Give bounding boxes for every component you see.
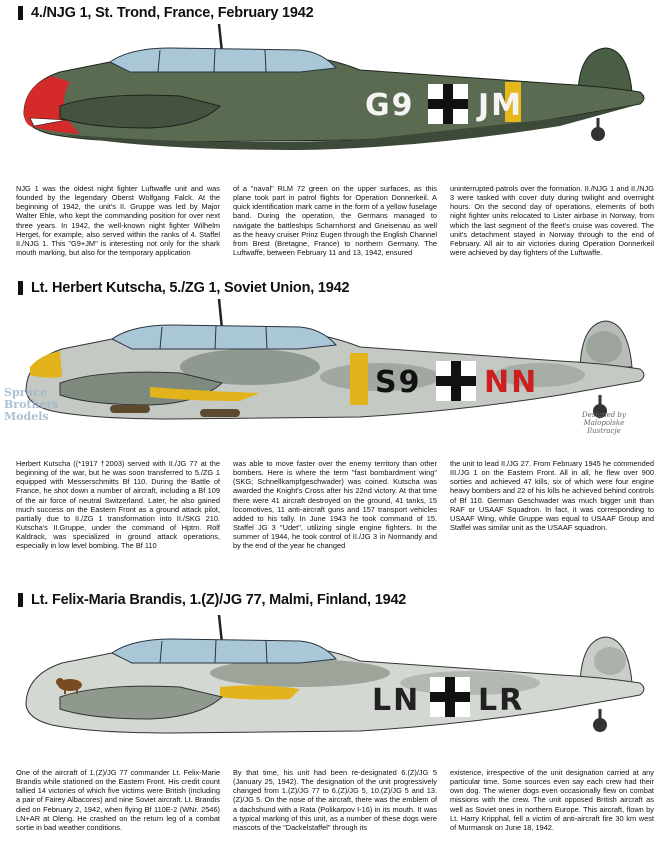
text-column: existence, irrespective of the unit designation carried at any particular time. Some sources even say each crew had their own dog. The wiener dogs even occasionally flew on combat missions with the crew. The unit opposed British aircraft as well as Soviet ones in northern Europe. This aircraft, flown by Lt. Harry Kripphal, fell a victim of anti-aircraft fire 30 km west of Murmansk on June 18, 1942. (450, 768, 654, 832)
publisher-watermark (4, 387, 59, 423)
title-marker-icon (18, 6, 23, 20)
text-column: Herbert Kutscha ((*1917 †2003) served with II./JG 77 at the beginning of the war, but he was soon transferred to 5./ZG 1 equipped with Messerschmitts Bf 110. During the Battle of France, he shot down a number of aircraft, including a Bf 109 of the air force of neutral Switzerland. Later, he also gained much success on the Eastern Front as a ground attack pilot, partially due to II./ZG 1 transformation into II./SKG 210. Kutscha's II.Gruppe, under the command of Hptm. Rolf Kaldrack, was specialized in ground attack operations, especially in low level bombing. The Bf 110 (16, 459, 220, 551)
text-column: of a "naval" RLM 72 green on the upper surfaces, as this plane took part in patrol flights for Operation Donnerkeil. A quick identification mark came in the form of a yellow fuselage band. During the operation, the Germans managed to navigate the battleships Scharnhorst and Gneisenau as well as the heavy cruiser Prinz Eugen through the English Channel from Brest (Bretagne, France) to northern Germany. The Luftwaffe, between February 11 and 13, 1942, ensured (233, 184, 437, 258)
balkenkreuz-icon (430, 677, 470, 717)
watermark-line: Brothers (4, 398, 59, 411)
section-title (18, 592, 406, 608)
text-column: One of the aircraft of 1.(Z)/JG 77 commander Lt. Felix-Marie Brandis while stationed on the Eastern Front. His credit count tallied 14 victories of which five victims were British (including a pair of Fairey Albacores) and nine Soviet aircraft. Lt. Brandis died on February 2, 1942, when flying Bf 110E-2 (WNr. 2546) LN+AR at Oleng. He crashed on the return leg of a combat sortie in bad weather conditions. (16, 768, 220, 832)
fuselage-code-left: G9 (365, 88, 415, 123)
section-title-text: Lt. Felix-Maria Brandis, 1.(Z)/JG 77, Malmi, Finland, 1942 (31, 592, 407, 608)
signature-line: Ilustracje (587, 427, 621, 435)
fuselage-code-left: S9 (375, 365, 422, 400)
text-column: the unit to lead II./JG 27. From February 1945 he commended III./JG 1 on the Eastern Front. All in all, he flew over 900 sorties and achieved 47 kills, six of which were four engine heavy bombers and 22 of his kills he achieved behind controls of Bf 110. German Geschwader was much bigger unit than RAF or USAAF Squadron. In fact, it was corresponding to USAAF Wing, while Gruppe was equal to USAAF Group and Staffel was similar unit as the USAAF squadron. (450, 459, 654, 533)
section-title-text: Lt. Herbert Kutscha, 5./ZG 1, Soviet Union, 1942 (31, 280, 350, 296)
section-title-text: 4./NJG 1, St. Trond, France, February 1942 (31, 5, 314, 21)
text-column: was able to move faster over the enemy territory than other bombers. Here is where the term "fast bombardment wing" (SKG; Schnellkampfgeschwader) was coined. Kutscha was awarded the Knight's Cross after his 22nd victory. At that time there were 41 aircraft destroyed on the ground, 41 tanks, 15 locomotives, 11 anti-aircraft guns and 157 transport vehicles added to his tally. In June 1943 he took command of 15. Staffel JG 3 "Udet", utilizing single engine fighters. In the summer of 1944, he took control of II./JG 3 in Normandy and by the end of the year he changed (233, 459, 437, 551)
balkenkreuz-icon (436, 361, 476, 401)
fuselage-code-left: LN (372, 683, 421, 718)
fuselage-code-right: NN (484, 365, 539, 400)
signature-line: Malopolske (583, 419, 625, 427)
text-columns (16, 768, 654, 832)
balkenkreuz-icon (428, 84, 468, 124)
aircraft-profile-s9-nn (0, 297, 669, 457)
title-marker-icon (18, 593, 23, 607)
signature-line: Designed by (582, 411, 626, 419)
text-column: NJG 1 was the oldest night fighter Luftwaffe unit and was founded by the legendary Oberst Wolfgang Falck. At the beginning of 1942, the unit's II. Gruppe was led by Major Walter Ehle, who kept the commanding position for over next three years. In 1942, the well-known night fighter Wilhelm Herget, for example, also served within the ranks of 4. Staffel II./NJG 1. This "G9+JM" is interesting not only for the shark mouth marking, but also for the temporary application (16, 184, 220, 258)
text-columns (16, 184, 654, 257)
profile-section-2 (0, 280, 669, 585)
section-title (18, 5, 314, 21)
aircraft-profile-g9-jm (0, 22, 669, 172)
fuselage-code-right: JM (478, 88, 524, 123)
title-marker-icon (18, 281, 23, 295)
fuselage-code-right: LR (478, 683, 525, 718)
watermark-line: Models (4, 410, 49, 423)
profile-section-1 (0, 0, 669, 285)
profile-section-3 (0, 585, 669, 858)
aircraft-profile-ln-lr (0, 613, 669, 763)
artist-signature (582, 411, 626, 435)
watermark-line: Spruce (4, 386, 48, 399)
text-columns (16, 459, 654, 551)
text-column: uninterrupted patrols over the formation. II./NJG 1 and II./NJG 3 were tasked with cover duty during twilight and overnight hours. On the second day of operations, elements of both night fighter units relocated to Lister airbase in Norway, from which the last segment of the fleet's cruise was covered. The unit's detachment stayed in Norway through to the end of February. All air to air victories during Operation Donnerkeil were achieved by day fighters of the Luftwaffe. (450, 184, 654, 258)
text-column: By that time, his unit had been re-designated 6.(Z)/JG 5 (January 25, 1942). The designation of the unit progressively changed from 1.(Z)/JG 77 to 6.(Z)/JG 5, 10.(Z)/JG 5 and 13.(Z)/JG 5. On the nose of the aircraft, there was the emblem of a dachshund with a Rata (Polikarpov I-16) in its mouth. It was a typical marking of this unit, as a number of these dogs were mascots of the "Dackelstaffel" through its (233, 768, 437, 832)
section-title (18, 280, 349, 296)
